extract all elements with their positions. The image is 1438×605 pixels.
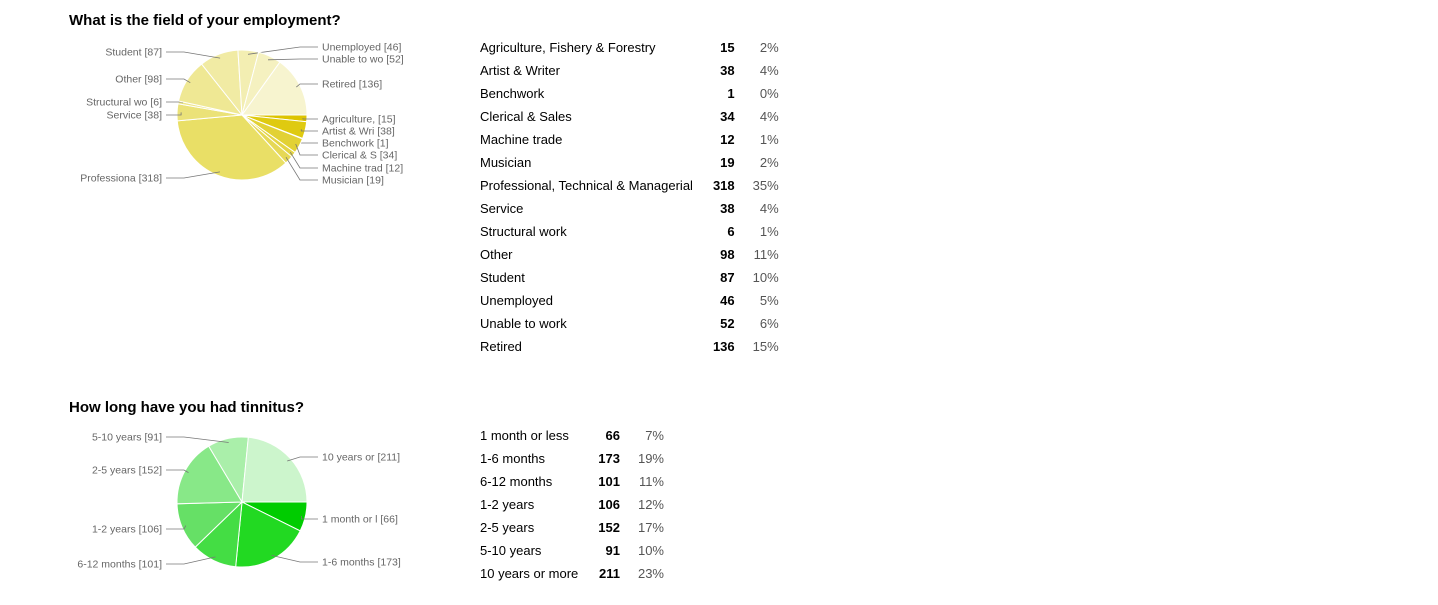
category-label: 6-12 months	[480, 474, 553, 489]
percent-value: 12%	[637, 497, 664, 512]
category-label: 2-5 years	[480, 520, 535, 535]
pie-slice-label: Student [87]	[105, 46, 162, 59]
pie-slice-label: 10 years or [211]	[322, 451, 401, 464]
pie-slice-label: 2-5 years [152]	[91, 464, 162, 477]
table-row	[474, 59, 785, 82]
percent-value: 6%	[759, 316, 779, 331]
percent-value: 1%	[759, 224, 779, 239]
category-label: 10 years or more	[480, 566, 579, 581]
count-value: 19	[720, 155, 735, 170]
pie-slice-label: 6-12 months [101]	[77, 558, 162, 571]
category-label: Benchwork	[480, 86, 545, 101]
pie-slice-label: Clerical & S [34]	[322, 149, 398, 162]
table-row	[474, 82, 785, 105]
table-row	[474, 539, 670, 562]
percent-value: 1%	[759, 132, 779, 147]
pie-slice-label: 1-6 months [173]	[322, 556, 401, 569]
pie-slice-label: 1 month or l [66]	[322, 513, 398, 526]
count-value: 101	[598, 474, 620, 489]
category-label: Machine trade	[480, 132, 563, 147]
category-label: Clerical & Sales	[480, 109, 572, 124]
pie-leader-line	[272, 555, 318, 562]
category-label: 1-6 months	[480, 451, 546, 466]
table-row	[474, 335, 785, 358]
percent-value: 23%	[637, 566, 664, 581]
table-row	[474, 493, 670, 516]
employment-stats-table	[474, 36, 785, 358]
count-value: 15	[720, 40, 735, 55]
table-row	[474, 128, 785, 151]
count-value: 106	[598, 497, 620, 512]
pie-slice-label: Structural wo [6]	[86, 96, 162, 109]
percent-value: 4%	[759, 109, 779, 124]
tinnitus-duration-stats-table	[474, 424, 670, 585]
pie-slice-label: Musician [19]	[322, 174, 384, 187]
category-label: 1-2 years	[480, 497, 535, 512]
table-row	[474, 151, 785, 174]
pie-leader-line	[290, 152, 318, 168]
pie-slice-label: Professiona [318]	[80, 172, 162, 185]
count-value: 136	[712, 339, 735, 354]
category-label: Musician	[480, 155, 532, 170]
count-value: 46	[720, 293, 735, 308]
table-row	[474, 424, 670, 447]
category-label: Structural work	[480, 224, 567, 239]
tinnitus-duration-question-title: How long have you had tinnitus?	[69, 399, 304, 416]
percent-value: 4%	[759, 63, 779, 78]
pie-slice-label: Other [98]	[115, 73, 162, 86]
pie-leader-line	[166, 437, 229, 443]
count-value: 38	[720, 201, 735, 216]
category-label: Other	[480, 247, 513, 262]
count-value: 318	[712, 178, 735, 193]
percent-value: 0%	[759, 86, 779, 101]
table-row	[474, 516, 670, 539]
count-value: 38	[720, 63, 735, 78]
count-value: 1	[727, 86, 735, 101]
table-row	[474, 470, 670, 493]
category-label: Professional, Technical & Managerial	[480, 178, 693, 193]
pie-slice-label: Artist & Wri [38]	[322, 125, 395, 138]
pie-slice-label: Agriculture, [15]	[322, 113, 396, 126]
count-value: 98	[720, 247, 735, 262]
category-label: Agriculture, Fishery & Forestry	[480, 40, 656, 55]
table-row	[474, 36, 785, 59]
percent-value: 10%	[752, 270, 779, 285]
pie-slice-label: 1-2 years [106]	[91, 523, 162, 536]
percent-value: 2%	[759, 40, 779, 55]
count-value: 152	[598, 520, 620, 535]
percent-value: 7%	[645, 428, 664, 443]
count-value: 34	[720, 109, 735, 124]
category-label: Unable to work	[480, 316, 567, 331]
category-label: 1 month or less	[480, 428, 569, 443]
percent-value: 2%	[759, 155, 779, 170]
pie-slice-label: Unemployed [46]	[322, 41, 402, 54]
table-row	[474, 562, 670, 585]
category-label: Service	[480, 201, 524, 216]
count-value: 12	[720, 132, 735, 147]
tinnitus-duration-pie-chart	[0, 422, 460, 582]
table-row	[474, 174, 785, 197]
table-row	[474, 266, 785, 289]
percent-value: 10%	[637, 543, 664, 558]
percent-value: 17%	[637, 520, 664, 535]
percent-value: 11%	[638, 474, 664, 489]
count-value: 6	[727, 224, 735, 239]
category-label: Student	[480, 270, 525, 285]
table-row	[474, 220, 785, 243]
percent-value: 5%	[759, 293, 779, 308]
count-value: 91	[605, 543, 620, 558]
category-label: Artist & Writer	[480, 63, 560, 78]
table-row	[474, 105, 785, 128]
table-row	[474, 197, 785, 220]
table-row	[474, 289, 785, 312]
pie-slice[interactable]	[242, 437, 307, 502]
percent-value: 19%	[637, 451, 664, 466]
employment-pie-chart	[0, 35, 460, 195]
percent-value: 35%	[752, 178, 779, 193]
percent-value: 11%	[753, 247, 779, 262]
table-row	[474, 312, 785, 335]
pie-slice-label: Service [38]	[106, 109, 162, 122]
count-value: 211	[598, 566, 620, 581]
pie-slice-label: 5-10 years [91]	[91, 431, 162, 444]
employment-question-title: What is the field of your employment?	[69, 12, 341, 29]
pie-slice-label: Machine trad [12]	[322, 162, 404, 175]
count-value: 52	[720, 316, 735, 331]
pie-slice-label: Retired [136]	[322, 78, 383, 91]
pie-slice-label: Unable to wo [52]	[322, 53, 404, 66]
pie-leader-line	[286, 157, 318, 180]
table-row	[474, 447, 670, 470]
count-value: 173	[598, 451, 620, 466]
category-label: Retired	[480, 339, 522, 354]
count-value: 87	[720, 270, 735, 285]
category-label: Unemployed	[480, 293, 553, 308]
percent-value: 4%	[759, 201, 779, 216]
table-row	[474, 243, 785, 266]
pie-slice-label: Benchwork [1]	[322, 137, 389, 150]
percent-value: 15%	[752, 339, 779, 354]
count-value: 66	[605, 428, 620, 443]
category-label: 5-10 years	[480, 543, 542, 558]
